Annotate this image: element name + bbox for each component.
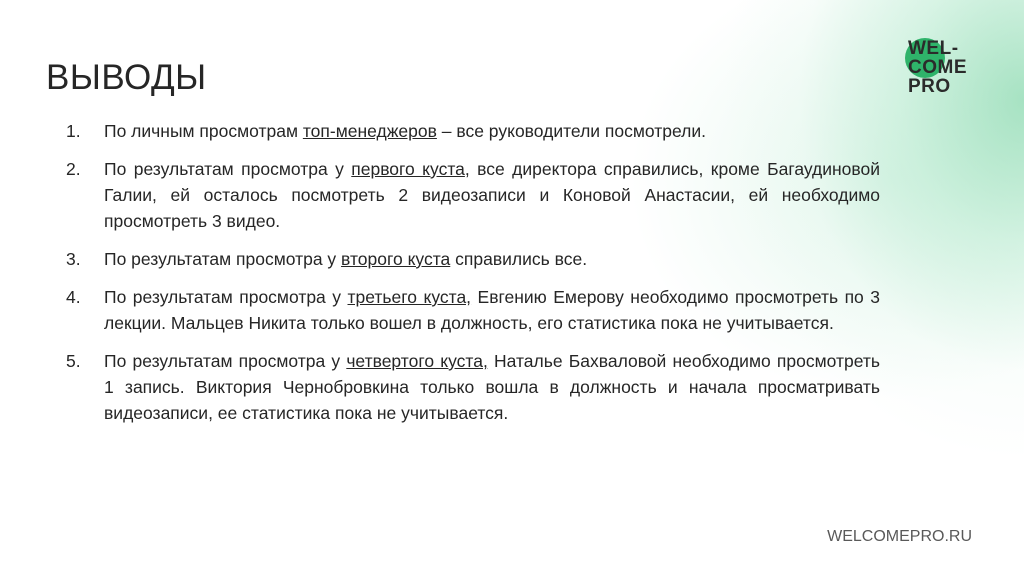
item-number: 4.	[66, 287, 81, 307]
item-number: 2.	[66, 159, 81, 179]
logo-wordmark	[908, 39, 967, 96]
item-text-before: По личным просмотрам	[104, 121, 303, 141]
slide-title: ВЫВОДЫ	[46, 58, 207, 97]
item-link[interactable]: второго куста	[341, 249, 451, 269]
list-item	[66, 348, 880, 426]
item-text-before: По результатам просмотра у	[104, 159, 352, 179]
item-text	[104, 156, 880, 234]
item-text	[104, 246, 880, 272]
item-text-after: , все директора справились, кроме Багаудиновой Галии, ей осталось посмотреть 2 видеозаписи и Коновой Анастасии, ей необходимо просмотреть 3 видео.	[104, 159, 881, 231]
welcomepro-logo	[905, 38, 969, 102]
item-number: 5.	[66, 351, 81, 371]
item-text-after: справились все.	[450, 249, 588, 269]
item-text-after: Наталье Бахваловой необходимо просмотреть 1 запись. Виктория Чернобровкина только вошла в должность и начала просматривать видеозаписи, ее статистика пока не учитывается.	[104, 351, 880, 423]
item-link[interactable]: первого куста	[351, 159, 465, 179]
item-text	[104, 284, 880, 336]
item-number: 1.	[66, 121, 81, 141]
item-link[interactable]: топ-менеджеров	[302, 121, 437, 141]
list-item	[66, 246, 880, 272]
item-link[interactable]: четвертого куста,	[346, 351, 488, 371]
item-number: 3.	[66, 249, 81, 269]
list-item	[66, 118, 880, 144]
item-text	[104, 348, 880, 426]
footer-website[interactable]: WELCOMEPRO.RU	[827, 528, 972, 545]
list-item	[66, 284, 880, 336]
logo-line-2: COME	[908, 57, 967, 78]
logo-line-1: WEL-	[908, 38, 959, 59]
item-text-before: По результатам просмотра у	[104, 351, 347, 371]
item-text-before: По результатам просмотра у	[104, 249, 342, 269]
item-link[interactable]: третьего куста,	[347, 287, 472, 307]
item-text-after: Евгению Емерову необходимо просмотреть по 3 лекции. Мальцев Никита только вошел в должность, его статистика пока не учитывается.	[104, 287, 880, 333]
item-text-after: – все руководители посмотрели.	[436, 121, 707, 141]
logo-line-3: PRO	[908, 76, 951, 97]
conclusions-list	[66, 118, 880, 438]
item-text-before: По результатам просмотра у	[104, 287, 348, 307]
item-text	[104, 118, 880, 144]
list-item	[66, 156, 880, 234]
